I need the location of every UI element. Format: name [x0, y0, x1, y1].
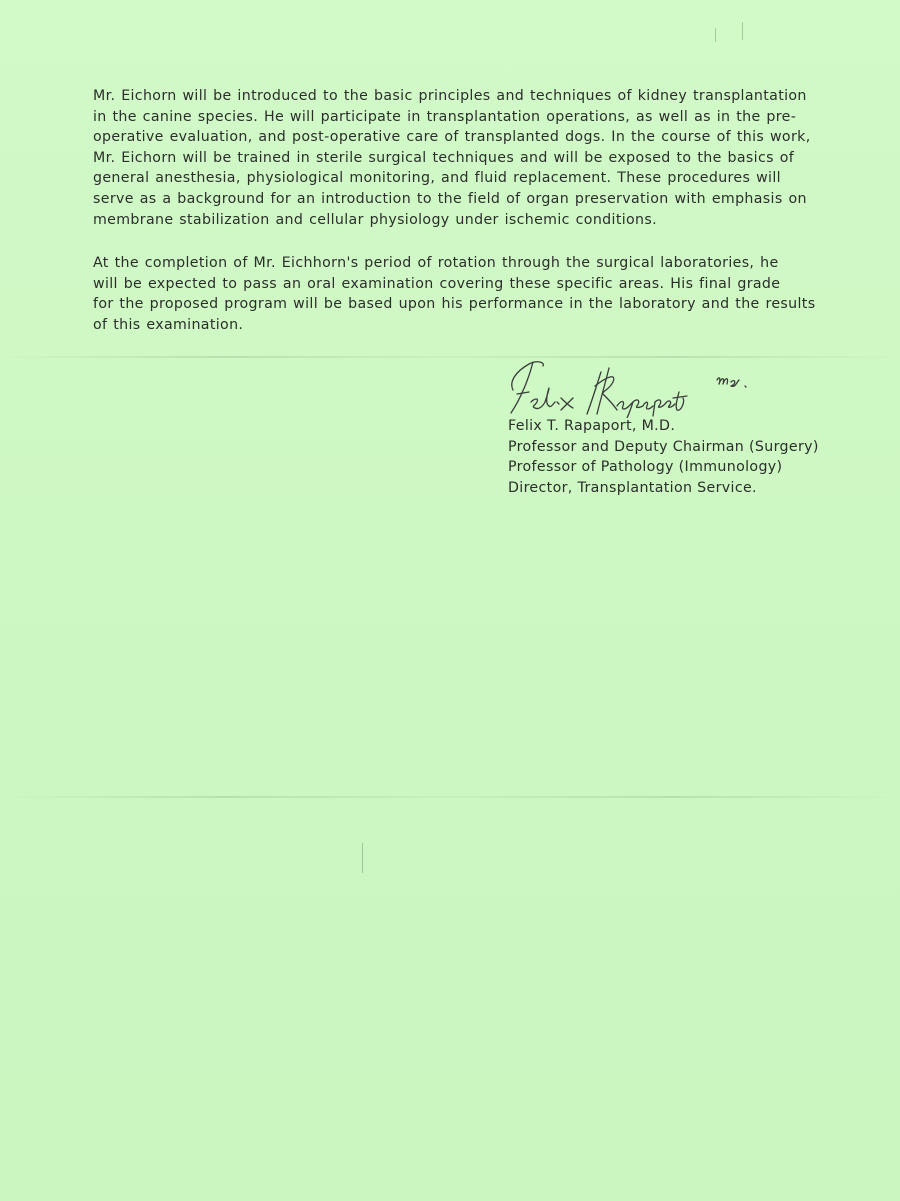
paper-mark [742, 22, 743, 40]
text-line: membrane stabilization and cellular physiology under ischemic conditions. [93, 211, 657, 228]
signatory-title: Professor and Deputy Chairman (Surgery) [508, 438, 819, 455]
text-line: Mr. Eichorn will be introduced to the basic principles and techniques of kidney transplantation [93, 88, 807, 104]
paper-mark [715, 28, 716, 42]
text-line: serve as a background for an introduction to the field of organ preservation with emphasis on [93, 190, 807, 207]
text-line: Mr. Eichorn will be trained in sterile surgical techniques and will be exposed to the basics of [93, 149, 795, 166]
signatory-name: Felix T. Rapaport, M.D. [508, 418, 676, 434]
text-line: of this examination. [93, 316, 244, 333]
signatory-title: Director, Transplantation Service. [508, 479, 757, 496]
paper-fold-line [0, 356, 900, 358]
paper-fold-line [0, 796, 900, 798]
signature-block [508, 416, 819, 498]
text-line: for the proposed program will be based upon his performance in the laboratory and the results [93, 296, 816, 313]
body-paragraph-examination [93, 253, 838, 335]
text-line: At the completion of Mr. Eichhorn's period of rotation through the surgical laboratories, he [93, 255, 779, 271]
text-line: will be expected to pass an oral examination covering these specific areas. His final grade [93, 275, 781, 292]
body-paragraph-training [93, 86, 838, 230]
signatory-title: Professor of Pathology (Immunology) [508, 459, 783, 475]
handwritten-signature [505, 358, 755, 418]
text-line: in the canine species. He will participate in transplantation operations, as well as in the pre- [93, 108, 797, 125]
text-line: operative evaluation, and post-operative care of transplanted dogs. In the course of this work, [93, 129, 811, 146]
text-line: general anesthesia, physiological monitoring, and fluid replacement. These procedures will [93, 170, 781, 187]
paper-mark [362, 843, 363, 873]
